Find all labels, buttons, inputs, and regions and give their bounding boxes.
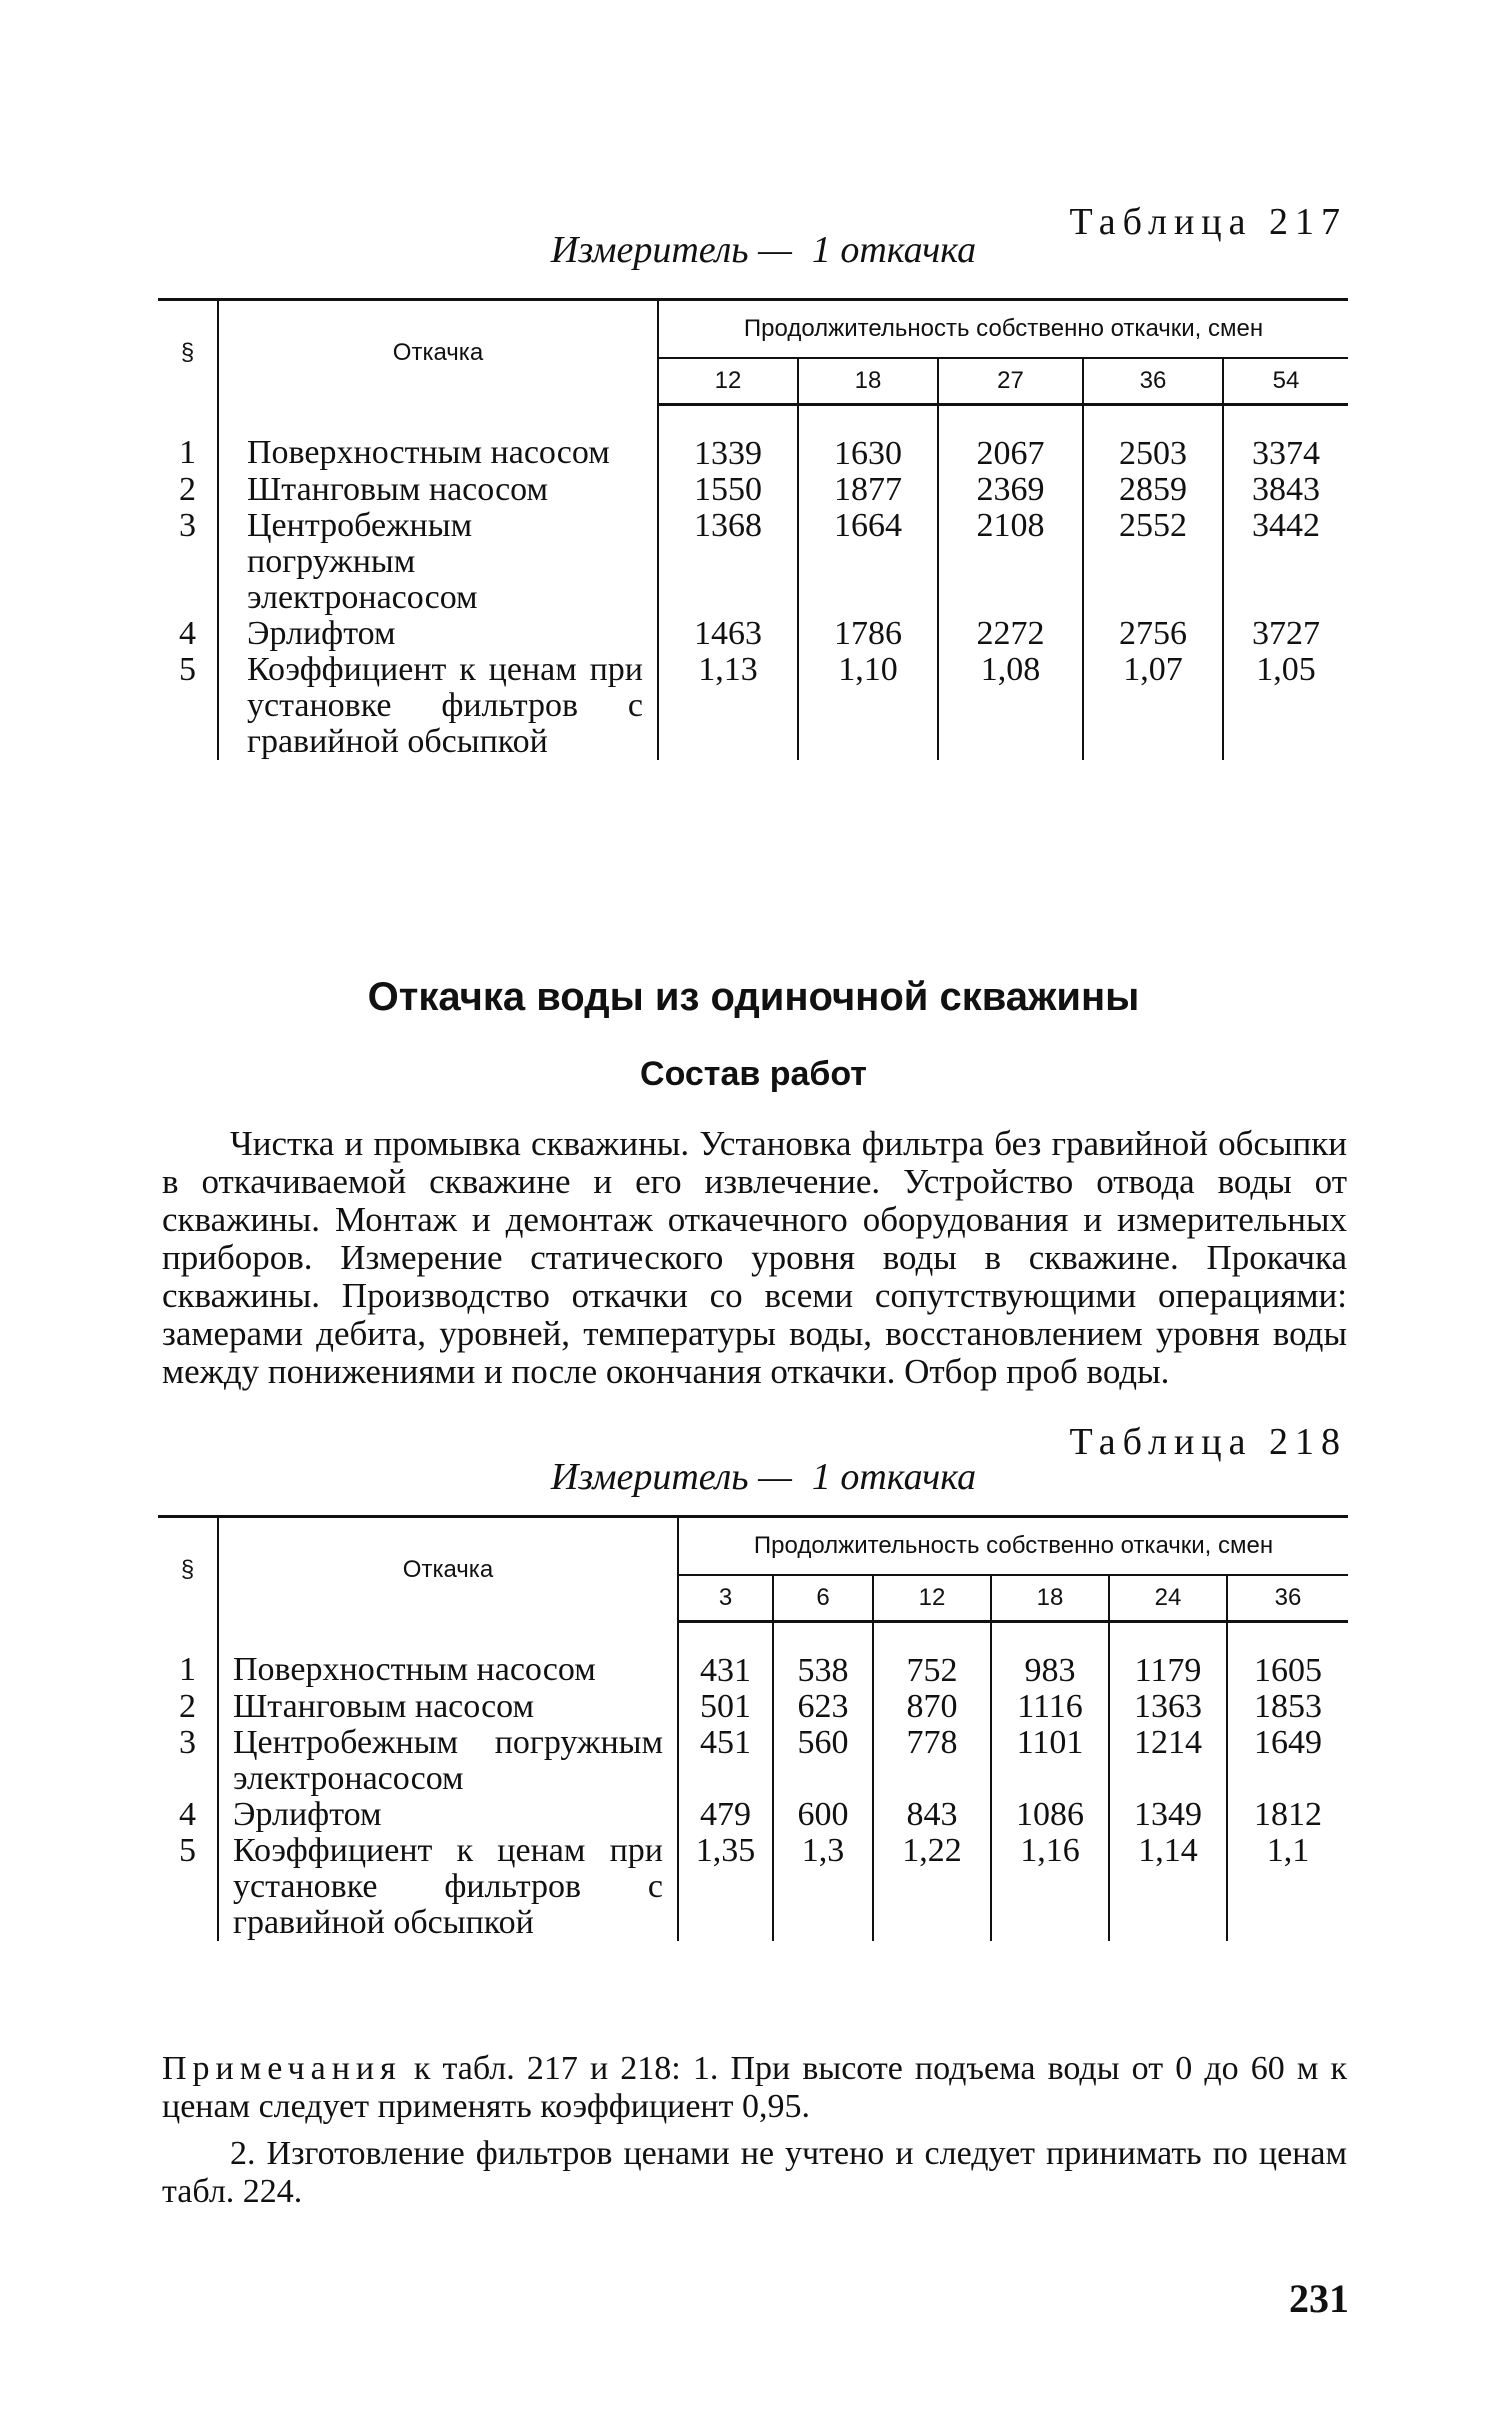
row-name: Поверхностным насосом xyxy=(218,1622,678,1690)
table-row xyxy=(158,508,1348,616)
cell-value: 1,16 xyxy=(991,1833,1109,1941)
row-name: Центробежным погружным электронасосом xyxy=(218,1725,678,1797)
col-header-36: 36 xyxy=(1227,1575,1348,1622)
col-header-12: 12 xyxy=(873,1575,991,1622)
row-name: Штанговым насосом xyxy=(218,1689,678,1725)
cell-value: 1,22 xyxy=(873,1833,991,1941)
col-header-36: 36 xyxy=(1083,358,1223,405)
cell-value: 2369 xyxy=(938,472,1083,508)
cell-value: 1,08 xyxy=(938,652,1083,760)
cell-value: 2108 xyxy=(938,508,1083,616)
col-duration-header: Продолжительность собственно откачки, смен xyxy=(678,1517,1348,1576)
row-section: 1 xyxy=(179,433,196,471)
table-218-unit xyxy=(0,1455,1507,1499)
row-section: 3 xyxy=(179,1724,196,1761)
col-header-24: 24 xyxy=(1109,1575,1227,1622)
col-work-header: Откачка xyxy=(218,1517,678,1622)
cell-value: 752 xyxy=(873,1622,991,1690)
row-name: Коэффициент к ценам при установке фильтров с гравийной обсыпкой xyxy=(218,652,658,760)
col-header-18: 18 xyxy=(991,1575,1109,1622)
cell-value: 479 xyxy=(678,1797,773,1833)
table-row xyxy=(158,652,1348,760)
unit-label: Измеритель — xyxy=(550,229,792,271)
row-section: 5 xyxy=(179,1832,196,1869)
cell-value: 3727 xyxy=(1223,616,1348,652)
note-1 xyxy=(162,2050,1347,2126)
cell-value: 1363 xyxy=(1109,1689,1227,1725)
table-217-unit xyxy=(0,228,1507,272)
cell-value: 431 xyxy=(678,1622,773,1690)
cell-value: 1,14 xyxy=(1109,1833,1227,1941)
cell-value: 1179 xyxy=(1109,1622,1227,1690)
cell-value: 870 xyxy=(873,1689,991,1725)
row-name: Эрлифтом xyxy=(218,616,658,652)
cell-value: 843 xyxy=(873,1797,991,1833)
cell-value: 2859 xyxy=(1083,472,1223,508)
cell-value: 1,05 xyxy=(1223,652,1348,760)
composition-text: Чистка и промывка скважины. Установка фильтра без гравийной обсыпки в откачиваемой скважине и его извлечение. Устройство отвода воды от скважины. Монтаж и демонтаж откачечного оборудования и измерительных приборов. Измерение статического уровня воды в скважине. Прокачка скважины. Производство откачки со всеми сопутствующими операциями: замерами дебита, уровней, температуры воды, восстановлением уровня воды между понижениями и после окончания откачки. Отбор проб воды. xyxy=(162,1124,1347,1391)
row-name: Эрлифтом xyxy=(218,1797,678,1833)
cell-value: 2067 xyxy=(938,405,1083,473)
notes-label: Примечания xyxy=(162,2050,402,2087)
row-name: Коэффициент к ценам при установке фильтров с гравийной обсыпкой xyxy=(218,1833,678,1941)
cell-value: 1368 xyxy=(658,508,798,616)
cell-value: 451 xyxy=(678,1725,773,1797)
cell-value: 778 xyxy=(873,1725,991,1797)
cell-value: 1877 xyxy=(798,472,938,508)
col-header-27: 27 xyxy=(938,358,1083,405)
cell-value: 1605 xyxy=(1227,1622,1348,1690)
cell-value: 3843 xyxy=(1223,472,1348,508)
cell-value: 1116 xyxy=(991,1689,1109,1725)
cell-value: 623 xyxy=(773,1689,873,1725)
row-section: 5 xyxy=(179,651,196,688)
row-name: Центробежным погружным электронасосом xyxy=(218,508,658,616)
cell-value: 600 xyxy=(773,1797,873,1833)
unit-value: 1 откачка xyxy=(811,229,977,271)
cell-value: 1,13 xyxy=(658,652,798,760)
cell-value: 1,3 xyxy=(773,1833,873,1941)
section-title: Откачка воды из одиночной скважины xyxy=(367,975,1140,1019)
col-header-12: 12 xyxy=(658,358,798,405)
table-218-label: Таблица 218 xyxy=(1069,1421,1347,1463)
row-section: 4 xyxy=(179,615,196,652)
row-section: 2 xyxy=(179,471,196,508)
cell-value: 1,35 xyxy=(678,1833,773,1941)
table-row xyxy=(158,616,1348,652)
cell-value: 1349 xyxy=(1109,1797,1227,1833)
cell-value: 1853 xyxy=(1227,1689,1348,1725)
unit-label: Измеритель — xyxy=(550,1456,792,1498)
col-section-header: § xyxy=(158,1517,218,1622)
unit-value: 1 откачка xyxy=(811,1456,977,1498)
table-217-label: Таблица 217 xyxy=(1069,201,1347,243)
composition-title: Состав работ xyxy=(640,1055,867,1093)
cell-value: 2756 xyxy=(1083,616,1223,652)
col-header-54: 54 xyxy=(1223,358,1348,405)
table-row xyxy=(158,472,1348,508)
table-row xyxy=(158,1725,1348,1797)
cell-value: 501 xyxy=(678,1689,773,1725)
page-number: 231 xyxy=(1289,2276,1349,2321)
row-section: 4 xyxy=(179,1796,196,1833)
row-section: 3 xyxy=(179,507,196,544)
cell-value: 1,07 xyxy=(1083,652,1223,760)
cell-value: 1339 xyxy=(658,405,798,473)
cell-value: 1786 xyxy=(798,616,938,652)
col-header-18: 18 xyxy=(798,358,938,405)
row-section: 1 xyxy=(179,1650,196,1688)
table-row xyxy=(158,1689,1348,1725)
table-row xyxy=(158,405,1348,473)
cell-value: 2552 xyxy=(1083,508,1223,616)
cell-value: 3442 xyxy=(1223,508,1348,616)
table-218 xyxy=(158,1515,1348,1941)
cell-value: 1101 xyxy=(991,1725,1109,1797)
row-name: Штанговым насосом xyxy=(218,472,658,508)
cell-value: 1649 xyxy=(1227,1725,1348,1797)
cell-value: 1630 xyxy=(798,405,938,473)
cell-value: 1214 xyxy=(1109,1725,1227,1797)
col-work-header: Откачка xyxy=(218,300,658,405)
table-row xyxy=(158,1797,1348,1833)
cell-value: 1463 xyxy=(658,616,798,652)
cell-value: 2503 xyxy=(1083,405,1223,473)
cell-value: 3374 xyxy=(1223,405,1348,473)
cell-value: 1,1 xyxy=(1227,1833,1348,1941)
table-row xyxy=(158,1833,1348,1941)
cell-value: 1086 xyxy=(991,1797,1109,1833)
col-section-header: § xyxy=(158,300,218,405)
note-1-text: к табл. 217 и 218: 1. При высоте подъема воды от 0 до 60 м к ценам следует применять коэффициент 0,95. xyxy=(162,2050,1347,2125)
cell-value: 2272 xyxy=(938,616,1083,652)
note-2: 2. Изготовление фильтров ценами не учтено и следует принимать по ценам табл. 224. xyxy=(162,2135,1347,2210)
col-header-6: 6 xyxy=(773,1575,873,1622)
table-217 xyxy=(158,298,1348,760)
cell-value: 560 xyxy=(773,1725,873,1797)
cell-value: 1812 xyxy=(1227,1797,1348,1833)
table-row xyxy=(158,1622,1348,1690)
cell-value: 1550 xyxy=(658,472,798,508)
cell-value: 538 xyxy=(773,1622,873,1690)
cell-value: 1,10 xyxy=(798,652,938,760)
cell-value: 1664 xyxy=(798,508,938,616)
row-name: Поверхностным насосом xyxy=(218,405,658,473)
col-header-3: 3 xyxy=(678,1575,773,1622)
col-duration-header: Продолжительность собственно откачки, смен xyxy=(658,300,1348,359)
cell-value: 983 xyxy=(991,1622,1109,1690)
row-section: 2 xyxy=(179,1688,196,1725)
